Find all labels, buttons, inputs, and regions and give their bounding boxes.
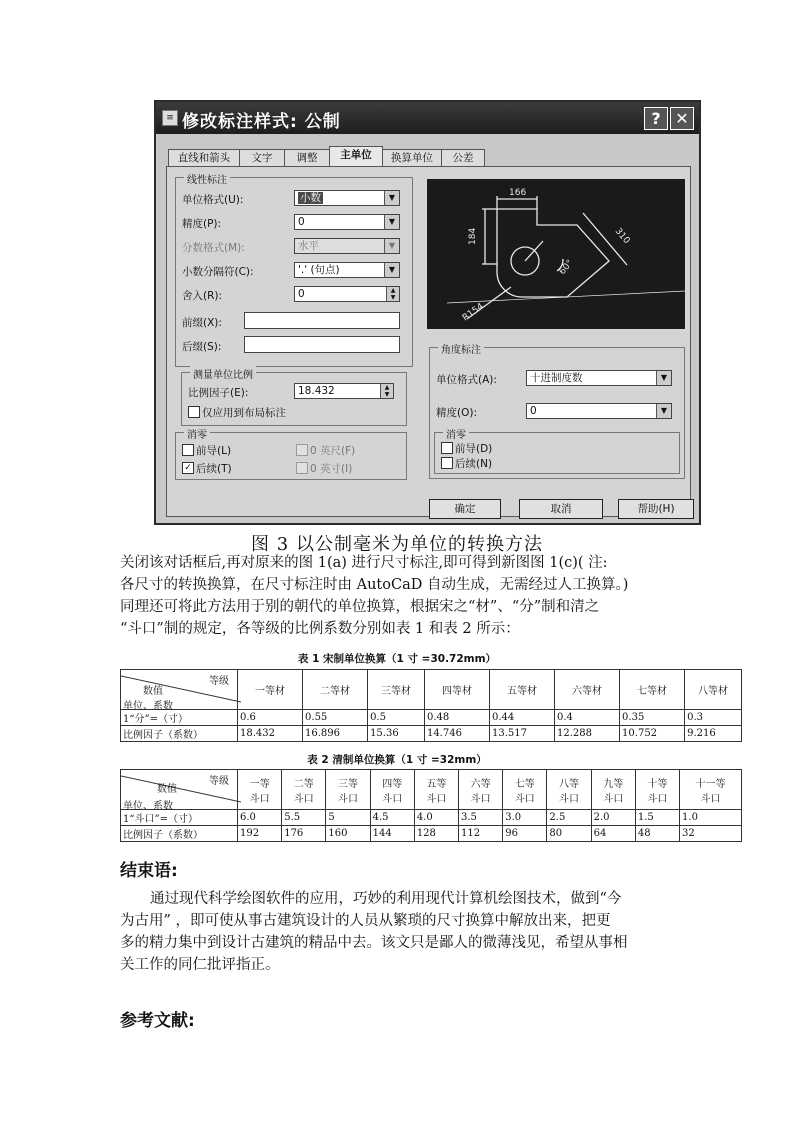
table-cell: 4.5 [370,810,414,826]
ok-button[interactable]: 确定 [429,499,501,519]
header-line: 斗口 [514,793,535,805]
header-line: 斗口 [338,793,358,805]
table-cell: 192 [238,826,282,842]
table-cell: 1.0 [680,810,742,826]
table-cell: 112 [459,826,503,842]
table-cell: 4.0 [414,810,458,826]
corner-top-label: 等级 [209,676,229,687]
tab-fit[interactable]: 调整 [284,149,330,167]
column-header: 二等材 [303,670,368,710]
preview-dim-166: 166 [509,188,527,198]
header-line: 斗口 [647,793,668,805]
preview-dim-184: 184 [468,227,478,245]
table-cell: 0.35 [620,710,685,726]
table-cell: 64 [591,826,635,842]
corner-top-label: 等级 [209,776,229,787]
table-cell: 0.5 [368,710,425,726]
row-label: 1“斗口”=（寸） [121,810,238,826]
paragraph-line: 同理还可将此方法用于别的朝代的单位换算，根据宋之“材”、“分”制和清之 [120,599,600,615]
suffix-label: 后缀(S): [182,341,222,353]
table2-caption: 表 2 清制单位换算（1 寸 =32mm） [307,754,487,766]
leading-zero-label: 前导(L) [196,445,232,457]
conclusion-heading: 结束语: [120,861,178,881]
paragraph-line: 关工作的同仁批评指正。 [120,957,280,973]
column-header: 五等材 [489,670,554,710]
fraction-format-value: 水平 [298,240,319,252]
tab-text[interactable]: 文字 [239,149,285,167]
table-cell: 0.55 [303,710,368,726]
paragraph-line: “斗口”制的规定，各等级的比例系数分别如表 1 和表 2 所示： [120,621,520,637]
trailing-zero-checkbox[interactable]: ✓ [182,462,194,474]
column-header [680,770,742,810]
header-line: 斗口 [249,793,270,805]
angular-unit-format-select[interactable] [526,370,672,386]
angular-precision-select[interactable] [526,403,672,419]
column-header: 七等材 [620,670,685,710]
table-cell: 16.896 [303,726,368,742]
angular-precision-value: 0 [530,405,537,417]
scale-factor-spinner[interactable] [294,383,394,399]
measurement-scale-group [181,372,407,426]
angular-precision-label: 精度(O): [436,407,477,419]
table-cell: 5.5 [282,810,326,826]
header-line: 十等 [647,778,668,790]
precision-select[interactable] [294,214,400,230]
header-line: 十一等 [695,778,726,790]
table-cell: 48 [635,826,679,842]
header-line: 斗口 [470,793,491,805]
table-cell: 0.44 [489,710,554,726]
paragraph-2 [120,888,690,976]
table-cell: 12.288 [555,726,620,742]
tab-lines-arrows[interactable]: 直线和箭头 [168,149,240,167]
table-cell: 160 [326,826,370,842]
fraction-format-label: 分数格式(M): [182,242,245,254]
linear-zero-suppression-group [175,432,407,480]
round-off-label: 舍入(R): [182,290,223,302]
corner-mid-label: 数值 [143,686,163,697]
table1-corner-cell [121,670,238,710]
table-cell: 14.746 [424,726,489,742]
header-line: 斗口 [426,793,447,805]
fraction-format-select[interactable] [294,238,400,254]
table-cell: 2.0 [591,810,635,826]
help-button[interactable]: 帮助(H) [618,499,694,519]
table-cell: 5 [326,810,370,826]
angular-leading-zero-checkbox[interactable] [441,442,453,454]
column-header [238,770,282,810]
tab-tolerances[interactable]: 公差 [441,149,485,167]
tab-primary-units[interactable]: 主单位 [329,146,383,167]
prefix-label: 前缀(X): [182,317,222,329]
table-cell: 10.752 [620,726,685,742]
zero-inches-checkbox[interactable] [296,462,308,474]
table-cell: 0.4 [555,710,620,726]
group-title: 测量单位比例 [190,366,256,381]
table-row [121,810,742,826]
preview-dim-310: 310 [612,226,632,247]
layout-only-label: 仅应用到布局标注 [202,407,286,419]
header-line: 九等 [603,778,624,790]
chevron-down-icon: ▼ [384,215,399,229]
table-cell: 128 [414,826,458,842]
table-cell: 0.3 [685,710,742,726]
column-header [459,770,503,810]
paragraph-line: 关闭该对话框后,再对原来的图 1(a) 进行尺寸标注,即可得到新图图 1(c)( 注: [120,555,608,571]
column-header [591,770,635,810]
header-line: 七等 [514,778,535,790]
table-cell: 80 [547,826,591,842]
references-heading: 参考文献: [120,1011,195,1031]
unit-format-value: 小数 [300,192,321,204]
tab-alternate-units[interactable]: 换算单位 [382,149,442,167]
column-header: 一等材 [238,670,303,710]
header-line: 二等 [293,778,314,790]
spinner-arrows-icon: ▲ ▼ [386,287,399,301]
corner-bottom-label: 单位、系数 [123,701,173,712]
column-header: 三等材 [368,670,425,710]
header-line: 八等 [559,778,580,790]
zero-inches-label: 0 英寸(I) [310,463,353,475]
chevron-down-icon: ▼ [384,263,399,277]
row-label: 比例因子（系数） [121,826,238,842]
round-off-spinner[interactable] [294,286,400,302]
row-label: 1“分”=（寸） [121,710,238,726]
angular-trailing-zero-checkbox[interactable] [441,457,453,469]
column-header [547,770,591,810]
linear-dimensions-group [175,177,413,367]
precision-label: 精度(P): [182,218,222,230]
chevron-down-icon: ▼ [656,371,671,385]
header-line: 六等 [470,778,491,790]
chevron-down-icon: ▼ [656,404,671,418]
header-line: 三等 [338,778,358,790]
table-cell: 3.0 [503,810,547,826]
angular-leading-zero-label: 前导(D) [455,443,493,455]
paragraph-line: 各尺寸的转换换算，在尺寸标注时由 AutoCaD 自动生成，无需经过人工换算。) [120,577,629,593]
decimal-separator-label: 小数分隔符(C): [182,266,254,278]
row-label: 比例因子（系数） [121,726,238,742]
header-line: 斗口 [603,793,624,805]
paragraph-line: 多的精力集中到设计古建筑的精品中去。该文只是鄙人的微薄浅见，希望从事相 [120,935,628,951]
table-cell: 9.216 [685,726,742,742]
corner-mid-label: 数值 [157,784,177,795]
table-cell: 13.517 [489,726,554,742]
paragraph-line: 通过现代科学绘图软件的应用，巧妙的利用现代计算机绘图技术，做到“今 [150,891,622,907]
table-cell: 0.48 [424,710,489,726]
column-header [414,770,458,810]
spinner-arrows-icon: ▲ ▼ [380,384,393,398]
header-line: 斗口 [293,793,314,805]
chevron-down-icon: ▼ [384,239,399,253]
scale-factor-label: 比例因子(E): [188,387,249,399]
corner-bottom-label: 单位、系数 [123,801,173,812]
zero-feet-checkbox[interactable] [296,444,308,456]
table-cell: 3.5 [459,810,503,826]
table2 [120,769,742,842]
unit-format-select[interactable] [294,190,400,206]
dialog-title: 修改标注样式: 公制 [182,112,341,132]
table-row [121,770,742,810]
angular-unit-format-label: 单位格式(A): [436,374,497,386]
header-line: 一等 [249,778,270,790]
layout-only-checkbox[interactable] [188,406,200,418]
zero-feet-label: 0 英尺(F) [310,445,356,457]
round-off-value: 0 [298,288,305,300]
header-line: 斗口 [700,793,721,805]
column-header [326,770,370,810]
precision-value: 0 [298,216,305,228]
table-cell: 144 [370,826,414,842]
column-header [635,770,679,810]
trailing-zero-label: 后续(T) [196,463,232,475]
table-cell: 96 [503,826,547,842]
unit-format-label: 单位格式(U): [182,194,244,206]
table-cell: 0.6 [238,710,303,726]
table-cell: 32 [680,826,742,842]
dialog-app-icon: ≡ [162,110,178,126]
table1-caption: 表 1 宋制单位换算（1 寸 =30.72mm） [297,653,497,665]
table-row [121,826,742,842]
group-title: 消零 [184,426,210,441]
paragraph-1 [120,552,690,640]
dimension-style-dialog [154,100,701,525]
chevron-down-icon: ▼ [384,191,399,205]
header-line: 四等 [382,778,403,790]
cancel-button[interactable]: 取消 [519,499,603,519]
table-row [121,710,742,726]
angular-unit-format-value: 十进制度数 [530,372,583,384]
table-cell: 6.0 [238,810,282,826]
angular-zero-suppression-group [434,432,680,474]
column-header [282,770,326,810]
table-cell: 1.5 [635,810,679,826]
table-cell: 15.36 [368,726,425,742]
header-line: 五等 [426,778,447,790]
preview-radius: R154 [460,301,486,324]
header-line: 斗口 [559,793,580,805]
header-line: 斗口 [382,793,403,805]
group-title: 角度标注 [438,341,484,356]
column-header [503,770,547,810]
prefix-input[interactable] [244,312,400,329]
column-header [370,770,414,810]
dialog-titlebar [156,102,699,134]
decimal-separator-select[interactable] [294,262,400,278]
preview-drawing [427,179,685,329]
leading-zero-checkbox[interactable] [182,444,194,456]
help-title-button[interactable]: ? [644,107,668,130]
table2-corner-cell [121,770,238,810]
table-cell: 2.5 [547,810,591,826]
preview-angle-60: 60° [557,258,576,277]
table-cell: 176 [282,826,326,842]
group-title: 线性标注 [184,171,230,186]
table-row [121,726,742,742]
table-cell: 18.432 [238,726,303,742]
column-header: 八等材 [685,670,742,710]
group-title: 消零 [443,426,469,441]
column-header: 六等材 [555,670,620,710]
scale-factor-value: 18.432 [298,385,335,397]
angular-trailing-zero-label: 后续(N) [455,458,493,470]
figure-caption: 图 3 以公制毫米为单位的转换方法 [251,534,543,555]
suffix-input[interactable] [244,336,400,353]
paragraph-line: 为古用” ，即可使从事古建筑设计的人员从繁琐的尺寸换算中解放出来，把更 [120,913,611,929]
angular-dimensions-group [429,347,685,479]
decimal-separator-value: '.' (句点) [298,264,340,276]
table1 [120,669,742,742]
column-header: 四等材 [424,670,489,710]
table-row [121,670,742,710]
close-icon[interactable]: ✕ [670,107,694,130]
